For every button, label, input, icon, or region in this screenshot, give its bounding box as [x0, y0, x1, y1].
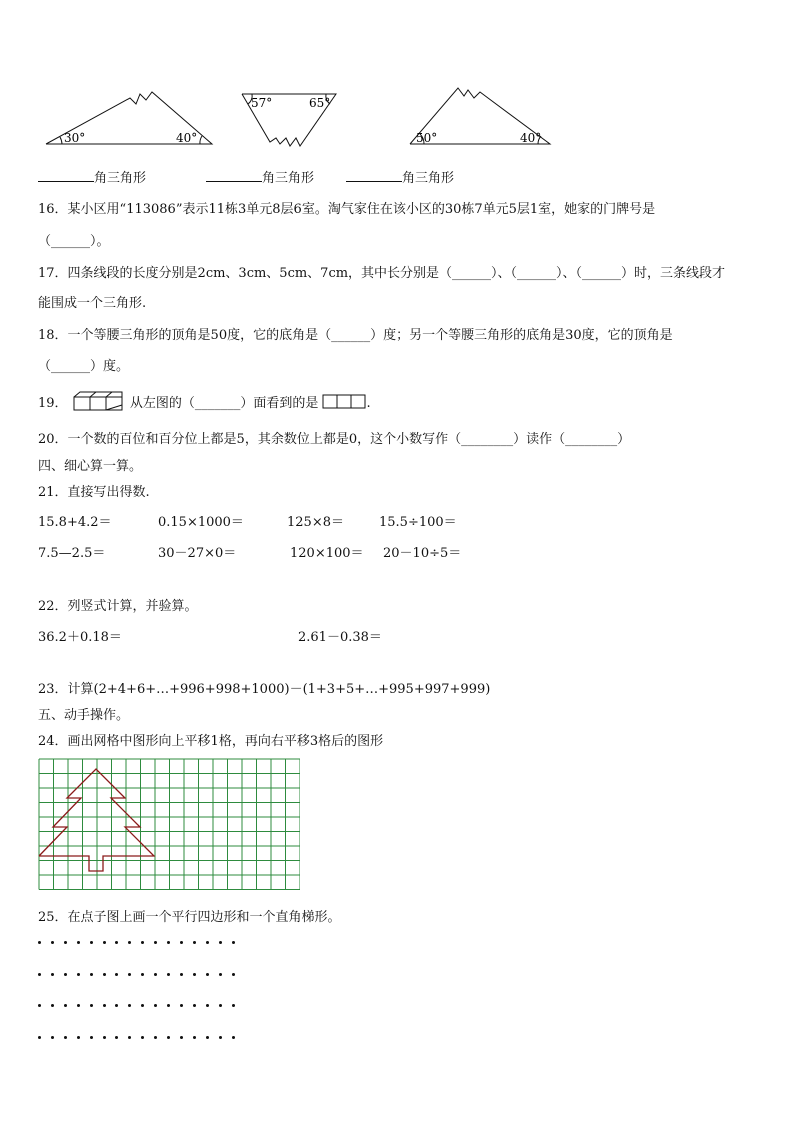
grid-dot[interactable] [77, 973, 80, 976]
q19-text: 从左图的（_______）面看到的是 [129, 396, 319, 411]
q18-line2: （______）度。 [38, 359, 130, 374]
grid-dot[interactable] [115, 1036, 118, 1039]
grid-dot[interactable] [232, 973, 235, 976]
grid-dot[interactable] [77, 1004, 80, 1007]
q22-item-1: 36.2＋0.18＝ [38, 630, 122, 645]
calc-item: 20－10÷5＝ [383, 546, 462, 561]
triangle-3-angle-left: 50° [416, 131, 438, 145]
q17-line1: 17．四条线段的长度分别是2cm、3cm、5cm、7cm，其中长分别是（______）、（______）、（______）时，三条线段才 [38, 266, 726, 281]
grid-dot[interactable] [167, 941, 170, 944]
calc-item: 15.5÷100＝ [379, 515, 457, 530]
q24-grid [38, 758, 300, 890]
q20: 20．一个数的百位和百分位上都是5，其余数位上都是0，这个小数写作（________）读作（________） [38, 432, 631, 447]
grid-dot[interactable] [206, 1004, 209, 1007]
grid-dot[interactable] [64, 973, 67, 976]
grid-dot[interactable] [219, 941, 222, 944]
grid-dot[interactable] [193, 941, 196, 944]
grid-dot[interactable] [103, 1036, 106, 1039]
triangle-3-answer [346, 167, 454, 186]
section-4-heading: 四、细心算一算。 [38, 459, 143, 474]
answer-blank[interactable] [346, 169, 402, 182]
q19 [38, 391, 371, 411]
grid-dot[interactable] [193, 1004, 196, 1007]
answer-suffix: 角三角形 [402, 171, 455, 186]
grid-lines [39, 759, 300, 890]
triangle-2-answer [206, 167, 314, 186]
grid-dot[interactable] [180, 1004, 183, 1007]
answer-blank[interactable] [206, 169, 262, 182]
grid-dot[interactable] [193, 973, 196, 976]
q16-line2: （______）。 [38, 234, 110, 249]
grid-dot[interactable] [167, 973, 170, 976]
triangle-1-answer [38, 167, 146, 186]
grid-dot[interactable] [115, 973, 118, 976]
grid-dot[interactable] [219, 973, 222, 976]
calc-item: 15.8+4.2＝ [38, 515, 112, 530]
grid-dot[interactable] [219, 1004, 222, 1007]
grid-dot[interactable] [103, 941, 106, 944]
grid-dot[interactable] [38, 941, 41, 944]
grid-dot[interactable] [51, 941, 54, 944]
q16-line1: 16．某小区用“113086”表示11栋3单元8层6室。淘气家住在该小区的30栋7单元5层1室，她家的门牌号是 [38, 202, 656, 217]
q18-line1: 18．一个等腰三角形的顶角是50度，它的底角是（______）度；另一个等腰三角形的底角是30度，它的顶角是 [38, 328, 673, 343]
grid-dot[interactable] [64, 1004, 67, 1007]
q22-title: 22．列竖式计算，并验算。 [38, 599, 198, 614]
grid-dot[interactable] [206, 973, 209, 976]
grid-dot[interactable] [167, 1004, 170, 1007]
grid-dot[interactable] [128, 941, 131, 944]
q17-line2: 能围成一个三角形. [38, 296, 147, 311]
dot-grid[interactable] [38, 941, 238, 1041]
grid-dot[interactable] [90, 973, 93, 976]
grid-dot[interactable] [51, 973, 54, 976]
grid-dot[interactable] [219, 1036, 222, 1039]
triangle-1-angle-left: 30° [64, 131, 86, 145]
grid-dot[interactable] [206, 1036, 209, 1039]
triangle-2-angle-left: 57° [251, 96, 273, 110]
grid-dot[interactable] [128, 1036, 131, 1039]
grid-dot[interactable] [38, 1004, 41, 1007]
grid-dot[interactable] [154, 1036, 157, 1039]
triangle-1-angle-right: 40° [176, 131, 198, 145]
grid-dot[interactable] [103, 973, 106, 976]
q19-number: 19． [38, 396, 68, 411]
grid-dot[interactable] [103, 1004, 106, 1007]
grid-dot[interactable] [90, 1036, 93, 1039]
calc-item: 0.15×1000＝ [158, 515, 244, 530]
calc-item: 125×8＝ [287, 515, 344, 530]
answer-blank[interactable] [38, 169, 94, 182]
grid-dot[interactable] [232, 941, 235, 944]
grid-dot[interactable] [141, 1036, 144, 1039]
grid-dot[interactable] [154, 973, 157, 976]
q21-row-1 [0, 511, 794, 531]
calc-item: 7.5—2.5＝ [38, 546, 106, 561]
side-view-figure [322, 394, 366, 410]
grid-dot[interactable] [128, 1004, 131, 1007]
grid-dot[interactable] [64, 1036, 67, 1039]
grid-dot[interactable] [38, 1036, 41, 1039]
triangle-figures [0, 86, 794, 156]
q21-title: 21．直接写出得数. [38, 485, 150, 500]
grid-dot[interactable] [90, 941, 93, 944]
q23: 23．计算(2+4+6+…+996+998+1000)－(1+3+5+…+995+997+999) [38, 682, 491, 697]
grid-dot[interactable] [141, 1004, 144, 1007]
grid-dot[interactable] [115, 941, 118, 944]
calc-item: 120×100＝ [290, 546, 364, 561]
grid-dot[interactable] [180, 941, 183, 944]
q25-title: 25．在点子图上画一个平行四边形和一个直角梯形。 [38, 910, 341, 925]
grid-dot[interactable] [38, 973, 41, 976]
grid-dot[interactable] [77, 1036, 80, 1039]
grid-dot[interactable] [154, 941, 157, 944]
answer-suffix: 角三角形 [94, 171, 147, 186]
grid-dot[interactable] [115, 1004, 118, 1007]
grid-dot[interactable] [51, 1036, 54, 1039]
calc-item: 30－27×0＝ [158, 546, 237, 561]
q22-item-2: 2.61－0.38＝ [298, 630, 382, 645]
grid-dot[interactable] [64, 941, 67, 944]
q19-period: . [366, 396, 371, 411]
grid-dot[interactable] [232, 1004, 235, 1007]
triangle-2-angle-right: 65° [309, 96, 331, 110]
grid-dot[interactable] [90, 1004, 93, 1007]
grid-dot[interactable] [77, 941, 80, 944]
grid-dot[interactable] [51, 1004, 54, 1007]
grid-dot[interactable] [167, 1036, 170, 1039]
grid-dot[interactable] [180, 973, 183, 976]
grid-dot[interactable] [180, 1036, 183, 1039]
section-5-heading: 五、动手操作。 [38, 708, 130, 723]
grid-dot[interactable] [193, 1036, 196, 1039]
grid-dot[interactable] [154, 1004, 157, 1007]
q21-row-2 [0, 542, 794, 562]
q24-title: 24．画出网格中图形向上平移1格，再向右平移3格后的图形 [38, 734, 384, 749]
triangle-3-angle-right: 40° [520, 131, 542, 145]
grid-dot[interactable] [141, 973, 144, 976]
grid-dot[interactable] [232, 1036, 235, 1039]
grid-dot[interactable] [128, 973, 131, 976]
grid-dot[interactable] [206, 941, 209, 944]
cube-stack-figure [72, 391, 126, 411]
answer-suffix: 角三角形 [262, 171, 315, 186]
grid-dot[interactable] [141, 941, 144, 944]
